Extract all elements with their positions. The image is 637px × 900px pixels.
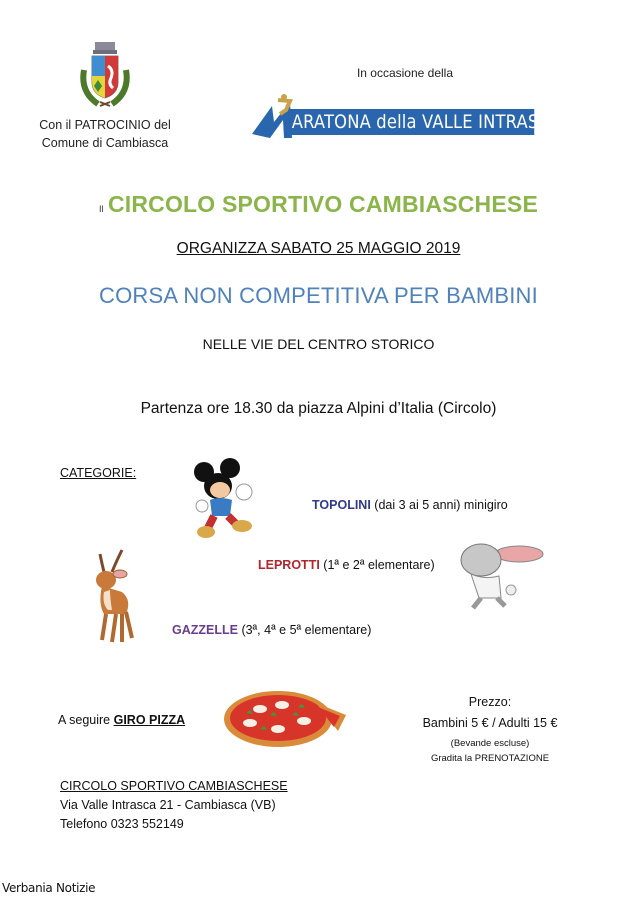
pizza-label: GIRO PIZZA [113, 713, 186, 727]
category-name: LEPROTTI [258, 558, 320, 572]
location-text: NELLE VIE DEL CENTRO STORICO [202, 336, 435, 352]
category-topolini [312, 498, 508, 512]
organizer-name: CIRCOLO SPORTIVO CAMBIASCHESE [107, 191, 538, 217]
price-heading: Prezzo: [468, 695, 512, 709]
price-note: (Bevande escluse) [450, 738, 530, 749]
patronage-line-1: Con il PATROCINIO del [39, 118, 171, 132]
category-detail: (dai 3 ai 5 anni) minigiro [370, 498, 508, 512]
pizza-icon [220, 685, 350, 749]
category-gazzelle [172, 623, 371, 637]
marathon-name-bar [290, 109, 562, 135]
mickey-mouse-icon [190, 458, 262, 542]
pizza-prefix: A seguire [58, 713, 114, 727]
patronage-line-2: Comune di Cambiasca [41, 136, 169, 150]
gazelle-icon [82, 548, 142, 646]
category-detail: (3ª, 4ª e 5ª elementare) [237, 623, 372, 637]
date-line [0, 240, 637, 258]
contact-address: Via Valle Intrasca 21 - Cambiasca (VB) [60, 798, 276, 812]
contact-phone: Telefono 0323 552149 [60, 817, 184, 831]
organizer-heading [0, 191, 637, 218]
booking-note: Gradita la PRENOTAZIONE [430, 753, 550, 764]
coat-of-arms-icon [78, 40, 132, 112]
category-detail: (1ª e 2ª elementare) [319, 558, 435, 572]
watermark: Verbania Notizie [2, 881, 96, 895]
price-values: Bambini 5 € / Adulti 15 € [422, 716, 558, 730]
category-name: TOPOLINI [312, 498, 371, 512]
event-title: CORSA NON COMPETITIVA PER BAMBINI [99, 283, 538, 308]
contact-name: CIRCOLO SPORTIVO CAMBIASCHESE [60, 779, 288, 793]
marathon-name: ARATONA della VALLE INTRASCA [291, 111, 562, 133]
occasion-text: In occasione della [356, 66, 454, 80]
category-name: GAZZELLE [172, 623, 238, 637]
date-text: ORGANIZZA SABATO 25 MAGGIO 2019 [176, 240, 461, 257]
categories-heading: CATEGORIE: [60, 466, 137, 480]
marathon-logo [250, 92, 575, 142]
category-leprotti [258, 558, 435, 572]
rabbit-icon [455, 540, 545, 612]
organizer-prefix: Il [98, 204, 104, 214]
pizza-followup [58, 713, 185, 727]
start-info: Partenza ore 18.30 da piazza Alpini d’Italia (Circolo) [140, 400, 497, 417]
